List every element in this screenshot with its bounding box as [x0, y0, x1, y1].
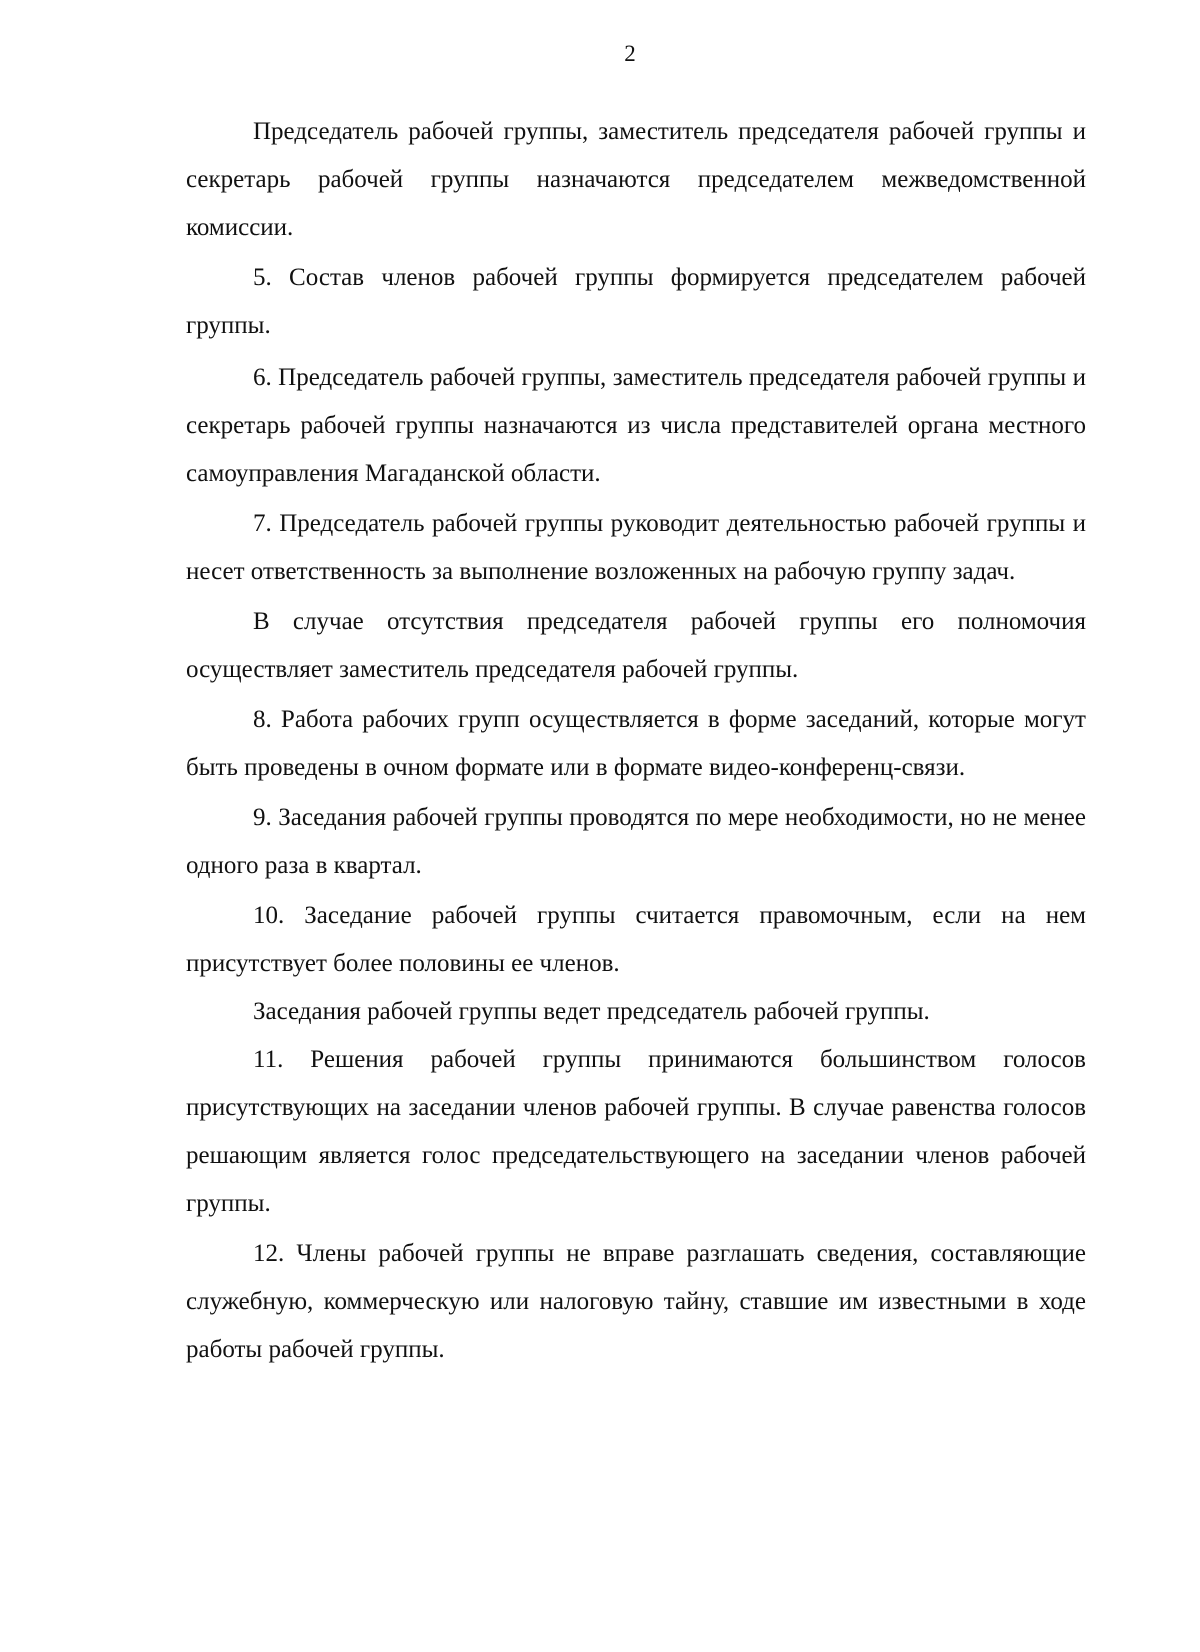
paragraph: 11. Решения рабочей группы принимаются большинством голосов присутствующих на заседании членов рабочей группы. В случае равенства голосов решающим является голос председательствующего на заседании членов рабочей группы. [186, 1046, 1086, 1217]
paragraph: 6. Председатель рабочей группы, заместитель председателя рабочей группы и секретарь рабочей группы назначаются из числа представителей органа местного самоуправления Магаданской области. [186, 364, 1086, 487]
paragraph: 5. Состав членов рабочей группы формируется председателем рабочей группы. [186, 264, 1086, 339]
paragraph: В случае отсутствия председателя рабочей группы его полномочия осуществляет заместитель председателя рабочей группы. [186, 608, 1086, 683]
paragraph: 8. Работа рабочих групп осуществляется в форме заседаний, которые могут быть проведены в очном формате или в формате видео-конференц-связи. [186, 706, 1086, 781]
paragraph: 9. Заседания рабочей группы проводятся по мере необходимости, но не менее одного раза в квартал. [186, 804, 1086, 879]
page-number: 2 [624, 41, 636, 66]
paragraph: 12. Члены рабочей группы не вправе разглашать сведения, составляющие служебную, коммерческую или налоговую тайну, ставшие им известными в ходе работы рабочей группы. [186, 1240, 1086, 1363]
paragraph: Заседания рабочей группы ведет председатель рабочей группы. [253, 998, 930, 1025]
document-body [186, 108, 1086, 1374]
paragraph: 10. Заседание рабочей группы считается правомочным, если на нем присутствует более половины ее членов. [186, 902, 1086, 977]
paragraph: 7. Председатель рабочей группы руководит деятельностью рабочей группы и несет ответственность за выполнение возложенных на рабочую группу задач. [186, 510, 1086, 585]
paragraph: Председатель рабочей группы, заместитель председателя рабочей группы и секретарь рабочей группы назначаются председателем межведомственной комиссии. [186, 118, 1086, 241]
